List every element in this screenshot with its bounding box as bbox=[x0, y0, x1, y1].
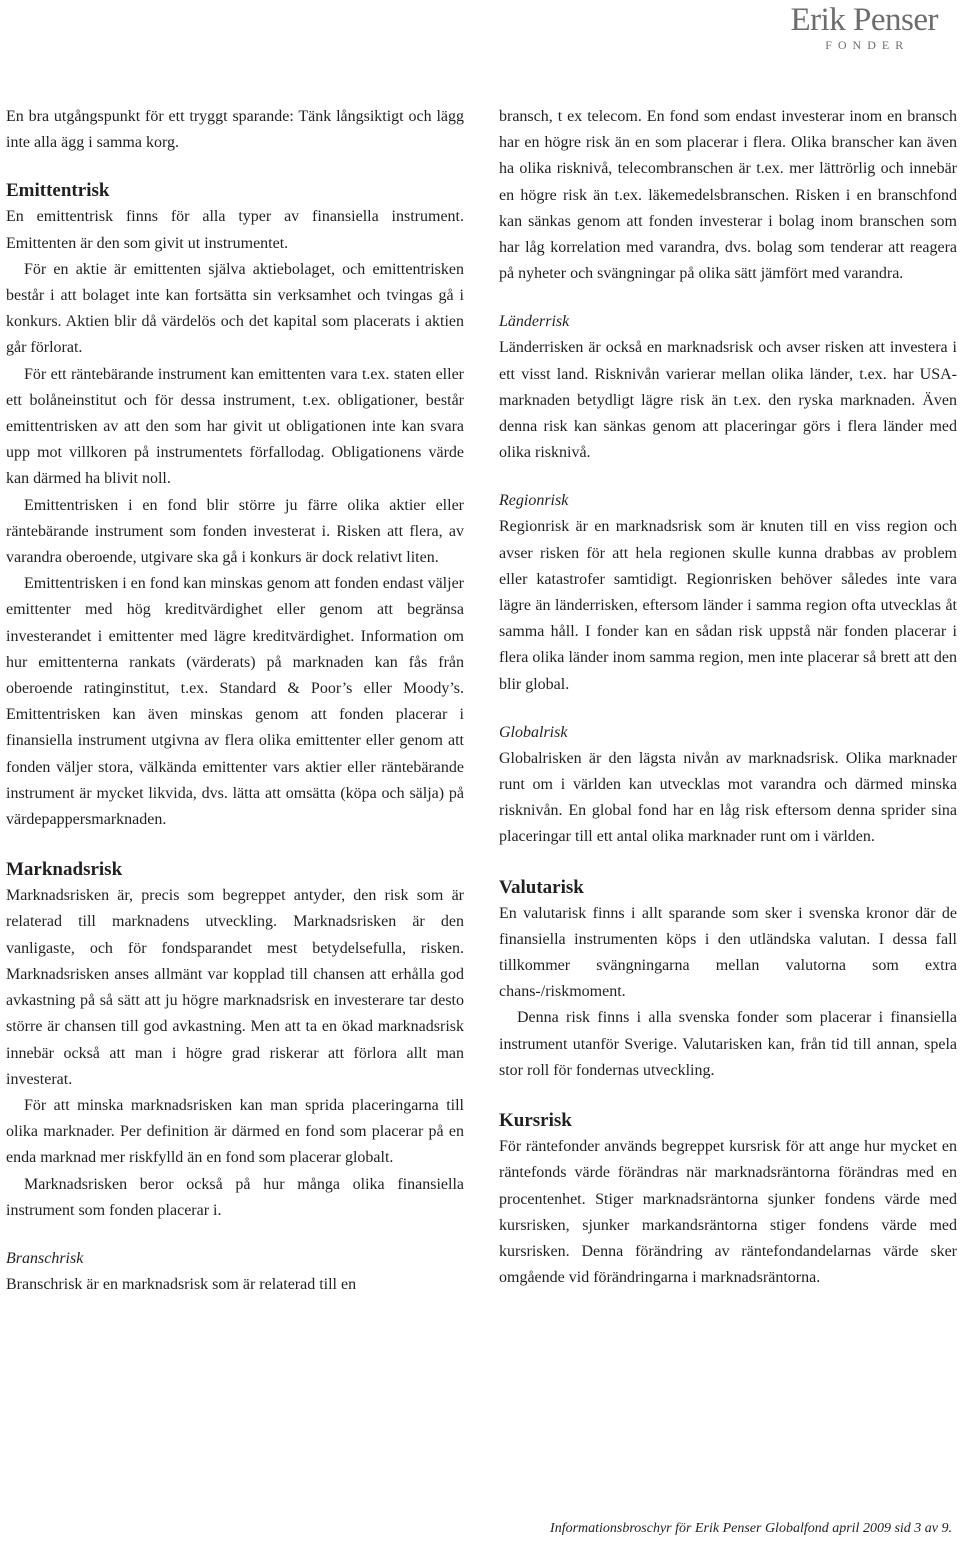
regionrisk-paragraph: Regionrisk är en marknadsrisk som är knuten till en viss region och avser risken för att hela regionen skulle kunna drabbas av problem eller katastrofer samtidigt. Regionrisken behöver således inte vara lägre än länderrisken, eftersom länder i samma region ofta utvecklas åt samma håll. I fonder kan en sådan risk uppstå när fonden placerar i flera olika länder inom samma region, men inte placerar så brett att den blir global. bbox=[499, 518, 957, 693]
right-column bbox=[499, 104, 957, 1291]
landerrisk-heading: Länderrisk bbox=[499, 313, 570, 331]
marknadsrisk-paragraph-3: Marknadsrisken beror också på hur många olika finansiella instrument som fonden placerar i. bbox=[6, 1175, 464, 1219]
branschrisk-heading: Branschrisk bbox=[6, 1249, 84, 1267]
marknadsrisk-paragraph-2: För att minska marknadsrisken kan man sprida placeringarna till olika marknader. Per definition är därmed en fond som placerar på en enda marknad mer riskfylld än en fond som placerar globalt. bbox=[6, 1096, 464, 1167]
regionrisk-heading: Regionrisk bbox=[499, 492, 569, 510]
emittentrisk-heading: Emittentrisk bbox=[6, 180, 110, 202]
kursrisk-heading: Kursrisk bbox=[499, 1110, 572, 1132]
left-column bbox=[6, 104, 464, 1298]
logo-subtitle: FONDER bbox=[825, 38, 910, 52]
globalrisk-heading: Globalrisk bbox=[499, 723, 568, 741]
intro-paragraph: En bra utgångspunkt för ett tryggt sparande: Tänk långsiktigt och lägg inte alla ägg i samma korg. bbox=[6, 108, 464, 152]
marknadsrisk-heading: Marknadsrisk bbox=[6, 859, 123, 881]
valutarisk-heading: Valutarisk bbox=[499, 876, 584, 898]
marknadsrisk-paragraph-1: Marknadsrisken är, precis som begreppet antyder, den risk som är relaterad till marknadens utveckling. Marknadsrisken är den vanligaste, och för fondsparandet mest betydelsefulla, risken. Marknadsrisken anses allmänt var kopplad till chansen att erhålla god avkastning på så sätt att ju högre marknadsrisk en investerare tar desto större är chansen till god avkastning. Men att ta en ökad marknadsrisk innebär också att man i högre grad riskerar att förlora allt man investerat. bbox=[6, 887, 464, 1088]
valutarisk-paragraph-2: Denna risk finns i alla svenska fonder som placerar i finansiella instrument utanför Sverige. Valutarisken kan, från tid till annan, spela stor roll för fondernas utveckling. bbox=[499, 1009, 957, 1079]
branschrisk-paragraph-1: Branschrisk är en marknadsrisk som är relaterad till en bbox=[6, 1275, 357, 1293]
emittentrisk-paragraph-5: Emittentrisken i en fond kan minskas genom att fonden endast väljer emittenter med hög kreditvärdighet eller genom att begränsa investerandet i emittenter med lägre kreditvärdighet. Information om hur emittenterna rankats (värderats) på marknaden kan fås från oberoende ratinginstitut, t.ex. Standard & Poor’s eller Moody’s. Emittentrisken kan även minskas genom att fonden placerar i finansiella instrument utgivna av flera olika emittenter eller genom att fonden väljer stora, välkända emittenter vars aktier eller räntebärande instrument är mycket likvida, dvs. lätta att omsätta (köpa och sälja) på värdepappersmarknaden. bbox=[6, 575, 464, 829]
emittentrisk-paragraph-2: För en aktie är emittenten själva aktiebolaget, och emittentrisken består i att bolaget inte kan fortsätta sin verksamhet och tvingas gå i konkurs. Aktien blir då värdelös och det kapital som placerats i aktien går förlorat. bbox=[6, 260, 464, 357]
emittentrisk-paragraph-3: För ett räntebärande instrument kan emittenten vara t.ex. staten eller ett bolåneinstitut och för dessa instrument, t.ex. obligationer, består emittentrisken av att den som har givit ut obligationen inte kan svara upp mot villkoren på instrumentets förfallodag. Obligationens värde kan därmed ha blivit noll. bbox=[6, 365, 464, 488]
page-footer: Informationsbroschyr för Erik Penser Globalfond april 2009 sid 3 av 9. bbox=[550, 1521, 952, 1536]
emittentrisk-paragraph-1: En emittentrisk finns för alla typer av finansiella instrument. Emittenten är den som givit ut instrumentet. bbox=[6, 208, 464, 252]
kursrisk-paragraph: För räntefonder används begreppet kursrisk för att ange hur mycket en räntefonds värde förändras när marknadsräntorna förändras med en procentenhet. Stiger marknadsräntorna sjunker fondens värde med kursrisken, sjunker markandsräntorna stiger fondens värde med kursrisken. Denna förändring av räntefondandelarnas värde sker omgående vid förändringarna i marknadsräntorna. bbox=[499, 1138, 957, 1287]
company-logo bbox=[790, 2, 938, 52]
logo-name: Erik Penser bbox=[790, 2, 938, 38]
branschrisk-continuation: bransch, t ex telecom. En fond som endast investerar inom en bransch har en högre risk än en som placerar i flera. Olika branscher kan även ha olika risknivå, telecombranschen är t.ex. mer lättrörlig och innebär en högre risk än t.ex. läkemedelsbranschen. Risken i en branschfond kan sänkas genom att fonden investerar i bolag inom branschen som har låg korrelation med varandra, dvs. bolag som tenderar att reagera på nyheter och svängningar på olika sätt jämfört med varandra. bbox=[499, 108, 957, 283]
globalrisk-paragraph: Globalrisken är den lägsta nivån av marknadsrisk. Olika marknader runt om i världen kan utvecklas mot varandra och därmed minska risknivån. En global fond har en låg risk eftersom denna sprider sina placeringar till ett antal olika marknader runt om i världen. bbox=[499, 749, 957, 846]
valutarisk-paragraph-1: En valutarisk finns i allt sparande som sker i svenska kronor där de finansiella instrumenten köps i den utländska valutan. I dessa fall tillkommer svängningarna mellan valutorna som extra chans-/riskmoment. bbox=[499, 904, 957, 1001]
landerrisk-paragraph: Länderrisken är också en marknadsrisk och avser risken att investera i ett visst land. Risknivån varierar mellan olika länder, t.ex. har USA-marknaden betydligt lägre risk än t.ex. den ryska marknaden. Även denna risk kan sänkas genom att placeringar görs i flera länder med olika risknivå. bbox=[499, 339, 957, 462]
emittentrisk-paragraph-4: Emittentrisken i en fond blir större ju färre olika aktier eller räntebärande instrument som fonden investerat i. Risken att flera, av varandra oberoende, utgivare ska gå i konkurs är dock relativt liten. bbox=[6, 496, 464, 567]
